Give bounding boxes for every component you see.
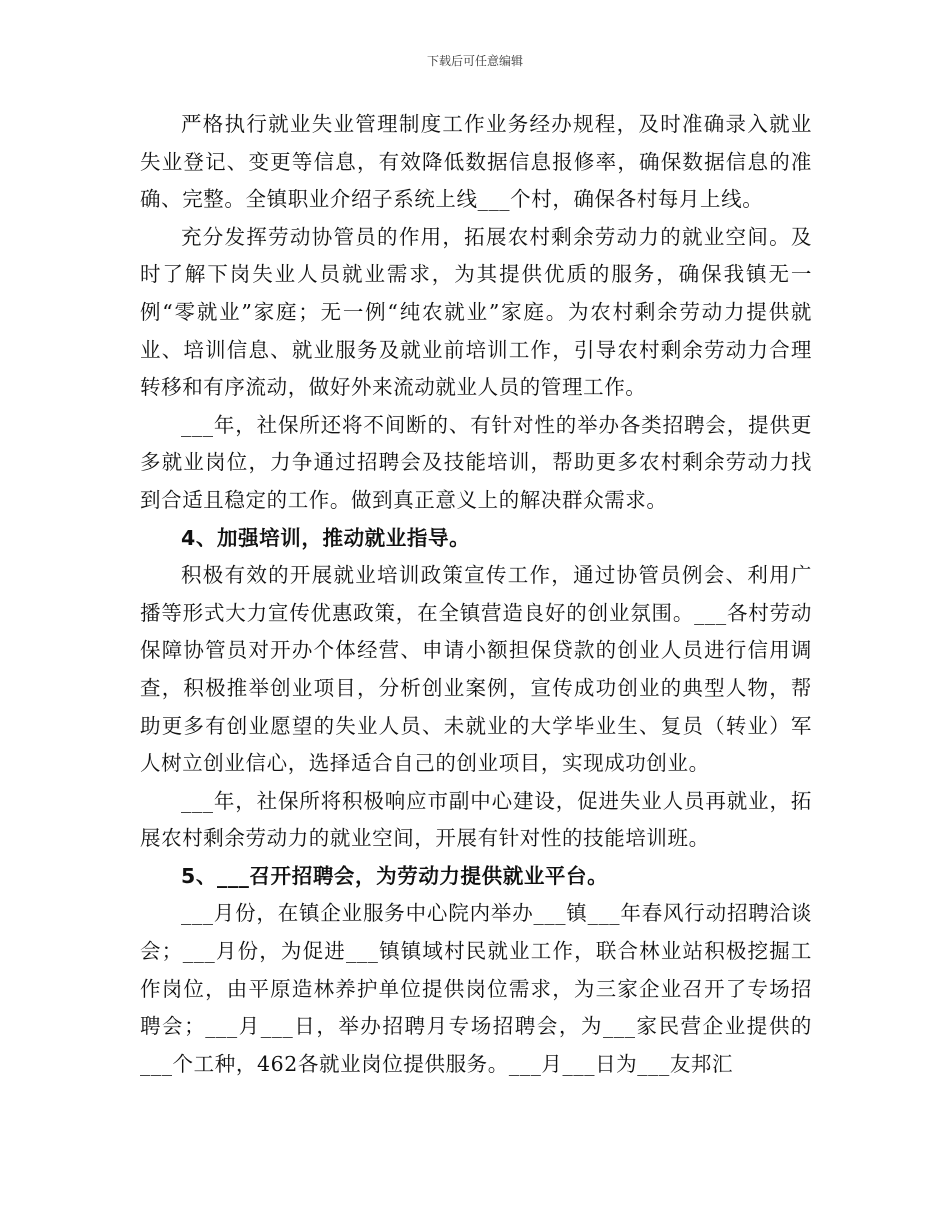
paragraph-job-fair-events: ___月份，在镇企业服务中心院内举办___镇___年春风行动招聘洽谈会；___月份，为促进___镇镇域村民就业工作，联合林业站积极挖掘工作岗位，由平原造林养护单位提供岗位需求，为三家企业召开了专场招聘会；___月___日，举办招聘月专场招聘会，为___家民营企业提供的___个工种，462各就业岗位提供服务。___月___日为___友邦汇: [140, 901, 812, 1076]
paragraph-labor-coordinator: 充分发挥劳动协管员的作用，拓展农村剩余劳动力的就业空间。及时了解下岗失业人员就业需求，为其提供优质的服务，确保我镇无一例“零就业”家庭；无一例“纯农就业”家庭。为农村剩余劳动力提供就业、培训信息、就业服务及就业前培训工作，引导农村剩余劳动力合理转移和有序流动，做好外来流动就业人员的管理工作。: [140, 224, 812, 400]
paragraph-records-management: 严格执行就业失业管理制度工作业务经办规程，及时准确录入就业失业登记、变更等信息，有效降低数据信息报修率，确保数据信息的准确、完整。全镇职业介绍子系统上线___个村，确保各村每月上线。: [140, 112, 812, 212]
paragraph-training-promotion: 积极有效的开展就业培训政策宣传工作，通过协管员例会、利用广播等形式大力宣传优惠政策，在全镇营造良好的创业氛围。___各村劳动保障协管员对开办个体经营、申请小额担保贷款的创业人员进行信用调查，积极推举创业项目，分析创业案例，宣传成功创业的典型人物，帮助更多有创业愿望的失业人员、未就业的大学毕业生、复员（转业）军人树立创业信心，选择适合自己的创业项目，实现成功创业。: [140, 563, 812, 776]
section-heading-job-fairs: 5、___召开招聘会，为劳动力提供就业平台。: [181, 863, 609, 888]
document-body: [140, 106, 812, 1083]
page-header: 下载后可任意编辑: [426, 54, 523, 68]
paragraph-job-fairs-plan: ___年，社保所还将不间断的、有针对性的举办各类招聘会，提供更多就业岗位，力争通过招聘会及技能培训，帮助更多农村剩余劳动力找到合适且稳定的工作。做到真正意义上的解决群众需求。: [140, 412, 812, 512]
paragraph-reemployment: ___年，社保所将积极响应市副中心建设，促进失业人员再就业，拓展农村剩余劳动力的就业空间，开展有针对性的技能培训班。: [140, 788, 812, 851]
section-heading-training: 4、加强培训，推动就业指导。: [181, 525, 471, 550]
